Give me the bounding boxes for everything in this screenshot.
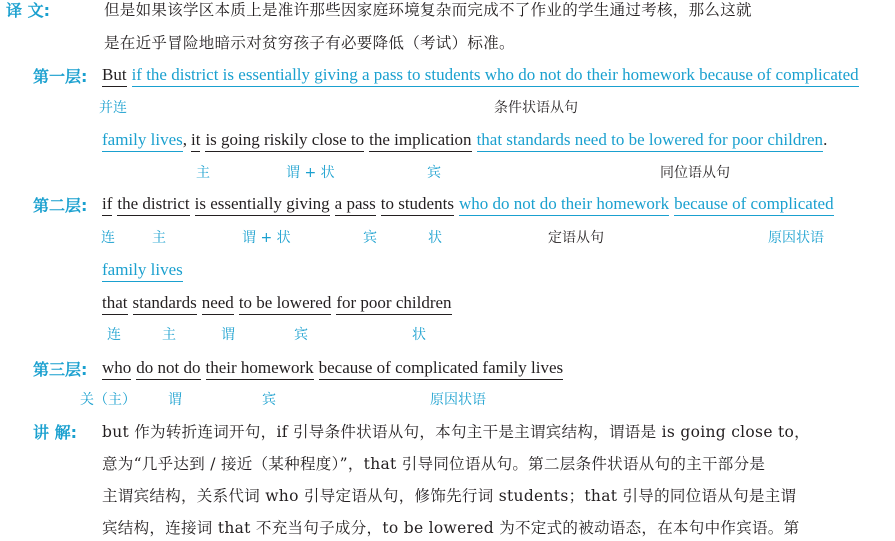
grammar-annotation: 宾 [363, 230, 377, 246]
grammar-annotation: 连 [107, 327, 121, 343]
explanation-line-4: 宾结构，连接词 that 不充当句子成分，to be lowered 为不定式的被动语态，在本句中作宾语。第 [102, 519, 800, 537]
grammar-annotation: 并连 [99, 100, 127, 116]
grammar-annotation: 宾 [427, 165, 441, 181]
sentence-segment: if the district is essentially giving a pass to students who do not do their homework because of complicated [132, 66, 859, 87]
layer-1-label: 第一层: [33, 67, 88, 86]
sentence-segment: standards [133, 294, 197, 315]
explanation-line-3: 主谓宾结构，关系代词 who 引导定语从句，修饰先行词 students；that 引导的同位语从句是主谓 [102, 487, 797, 505]
grammar-annotation: 同位语从句 [660, 165, 730, 181]
layer-1-sentence-row-2 [102, 131, 827, 152]
sentence-segment: the implication [369, 131, 471, 152]
layer-3-label: 第三层: [33, 360, 88, 379]
grammar-annotation: 关（主） [80, 392, 136, 408]
grammar-annotation: 谓 [221, 327, 235, 343]
sentence-segment: if [102, 195, 112, 216]
grammar-annotation: 连 [101, 230, 115, 246]
comma: , [182, 130, 187, 149]
grammar-annotation: 宾 [294, 327, 308, 343]
layer-2-sentence-row-2 [102, 261, 183, 282]
grammar-annotation: 主 [162, 327, 176, 343]
layer-2-sentence-row-3 [102, 294, 452, 315]
grammar-annotation: 谓 + 状 [242, 230, 291, 246]
layer-2-label: 第二层: [33, 196, 88, 215]
sentence-segment: is essentially giving [195, 195, 330, 216]
grammar-annotation: 主 [196, 165, 210, 181]
sentence-segment: the district [117, 195, 189, 216]
sentence-segment: family lives [102, 131, 183, 152]
sentence-segment: who do not do their homework [459, 195, 669, 216]
grammar-annotation: 原因状语 [768, 230, 824, 246]
sentence-segment: family lives [102, 261, 183, 282]
grammar-annotation: 状 [412, 327, 426, 343]
sentence-segment: to students [381, 195, 454, 216]
translation-label: 译 文: [6, 1, 50, 20]
sentence-segment: to be lowered [239, 294, 332, 315]
sentence-segment: it [191, 131, 200, 152]
sentence-segment: their homework [206, 359, 314, 380]
grammar-annotation: 状 [428, 230, 442, 246]
sentence-segment: because of complicated family lives [319, 359, 564, 380]
grammar-annotation: 定语从句 [548, 230, 604, 246]
grammar-annotation: 宾 [262, 392, 276, 408]
grammar-annotation: 谓 [168, 392, 182, 408]
sentence-segment: need [202, 294, 234, 315]
translation-line-2: 是在近乎冒险地暗示对贫穷孩子有必要降低（考试）标准。 [104, 34, 515, 52]
layer-2-sentence-row-1 [102, 195, 834, 216]
sentence-segment: that [102, 294, 128, 315]
sentence-segment: because of complicated [674, 195, 834, 216]
layer-3-sentence-row-1 [102, 359, 563, 380]
grammar-annotation: 谓 + 状 [286, 165, 335, 181]
sentence-segment: But [102, 66, 127, 87]
sentence-segment: for poor children [336, 294, 451, 315]
explanation-label: 讲 解: [33, 423, 77, 442]
grammar-annotation: 主 [152, 230, 166, 246]
sentence-segment: that standards need to be lowered for poor children [477, 131, 824, 152]
translation-line-1: 但是如果该学区本质上是准许那些因家庭环境复杂而完成不了作业的学生通过考核，那么这就 [104, 1, 752, 19]
period: . [823, 130, 828, 149]
sentence-segment: do not do [136, 359, 200, 380]
layer-1-sentence-row-1 [102, 66, 859, 87]
sentence-segment: is going riskily close to [205, 131, 364, 152]
sentence-segment: who [102, 359, 131, 380]
explanation-line-1: but 作为转折连词开句，if 引导条件状语从句，本句主干是主谓宾结构，谓语是 is going close to， [102, 423, 810, 441]
sentence-segment: a pass [335, 195, 376, 216]
grammar-annotation: 条件状语从句 [494, 100, 578, 116]
explanation-line-2: 意为“几乎达到 / 接近（某种程度）”，that 引导同位语从句。第二层条件状语从句的主干部分是 [102, 455, 766, 473]
grammar-annotation: 原因状语 [430, 392, 486, 408]
